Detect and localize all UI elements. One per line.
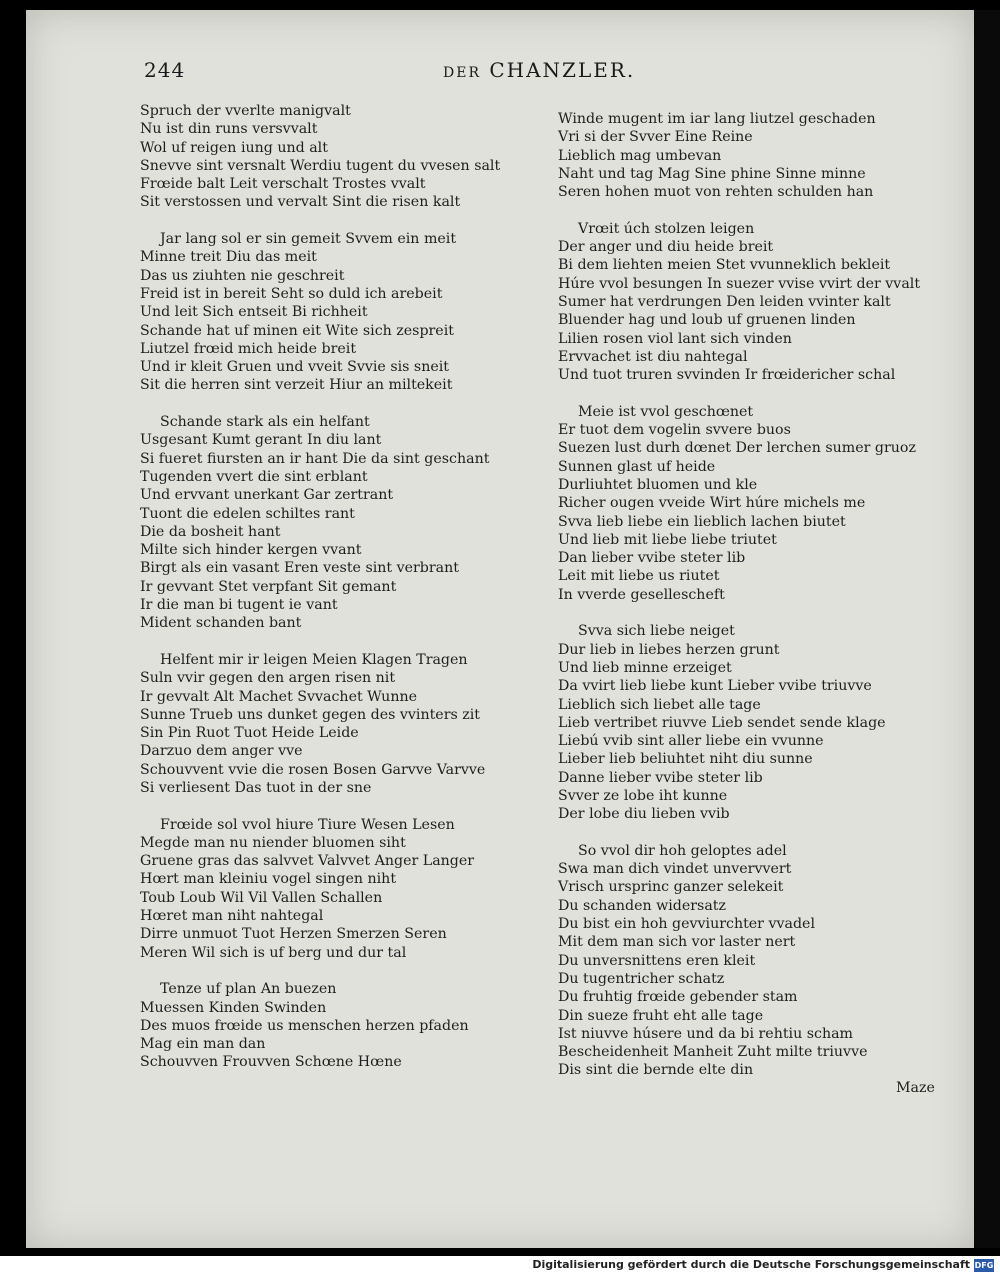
verse-line: Ir gevvant Stet verpfant Sit gemant — [140, 578, 397, 595]
verse-line: Dur lieb in liebes herzen grunt — [558, 641, 780, 658]
verse-line: Tenze uf plan An buezen — [160, 981, 337, 998]
verse-line: Húre vvol besungen In suezer vvise vvirt der vvalt — [558, 275, 921, 292]
verse-line: Du bist ein hoh gevviurchter vvadel — [558, 916, 815, 933]
verse-line: Du fruhtig frœide gebender stam — [558, 989, 798, 1006]
verse-line: Ir gevvalt Alt Machet Svvachet Wunne — [140, 688, 417, 705]
verse-line: Lieber lieb beliuhtet niht diu sunne — [558, 751, 813, 768]
page-number: 244 — [144, 58, 186, 82]
verse-line: Durliuhtet bluomen und kle — [558, 476, 758, 493]
scan-edge — [974, 10, 1000, 1248]
verse-line: Richer ougen vveide Wirt húre michels me — [558, 495, 866, 512]
verse-line: Und leit Sich entseit Bi richheit — [140, 304, 368, 321]
verse-line: Vrisch ursprinc ganzer selekeit — [558, 879, 784, 896]
verse-line: Und lieb minne erzeiget — [558, 659, 732, 676]
verse-line: Swa man dich vindet unvervvert — [558, 861, 792, 878]
verse-line: Svver ze lobe iht kunne — [558, 787, 728, 804]
verse-line: Muessen Kinden Swinden — [140, 999, 327, 1016]
stanza — [558, 842, 920, 1080]
stanza — [140, 816, 500, 962]
verse-line: Du schanden widersatz — [558, 897, 726, 914]
verse-line: Und ervvant unerkant Gar zertrant — [140, 487, 394, 504]
verse-line: Naht und tag Mag Sine phine Sinne minne — [558, 165, 866, 182]
verse-line: Vri si der Svver Eine Reine — [558, 129, 753, 146]
verse-line: Ir die man bi tugent ie vant — [140, 597, 338, 614]
verse-line: Lilien rosen viol lant sich vinden — [558, 330, 792, 347]
stanza — [140, 102, 500, 212]
verse-line: Sumer hat verdrungen Den leiden vvinter kalt — [558, 293, 891, 310]
verse-line: Minne treit Diu das meit — [140, 249, 317, 266]
verse-line: Schande stark als ein helfant — [160, 414, 370, 431]
verse-line: Mit dem man sich vor laster nert — [558, 934, 796, 951]
verse-line: Svva lieb liebe ein lieblich lachen biutet — [558, 513, 846, 530]
verse-line: Gruene gras das salvvet Valvvet Anger Langer — [140, 853, 475, 870]
stanza — [558, 403, 920, 604]
verse-line: Jar lang sol er sin gemeit Svvem ein meit — [160, 231, 457, 248]
verse-line: Toub Loub Wil Vil Vallen Schallen — [140, 889, 383, 906]
verse-line: Wol uf reigen iung und alt — [140, 139, 328, 156]
stanza — [140, 230, 500, 395]
verse-line: Si fueret fiursten an ir hant Die da sint geschant — [140, 450, 490, 467]
verse-line: Die da bosheit hant — [140, 523, 281, 540]
verse-line: Winde mugent im iar lang liutzel geschaden — [558, 111, 876, 127]
verse-line: Suln vvir gegen den argen risen nit — [140, 670, 396, 687]
dfg-logo: DFG — [974, 1261, 994, 1270]
verse-line: Liebú vvib sint aller liebe ein vvunne — [558, 733, 824, 750]
verse-line: Birgt als ein vasant Eren veste sint verbrant — [140, 560, 459, 577]
stanza — [558, 220, 920, 385]
verse-line: Leit mit liebe us riutet — [558, 568, 720, 585]
verse-line: Usgesant Kumt gerant In diu lant — [140, 432, 382, 449]
verse-line: Ist niuvve húsere und da bi rehtiu scham — [558, 1025, 854, 1042]
verse-line: Der lobe diu lieben vvib — [558, 806, 730, 823]
verse-line: Schande hat uf minen eit Wite sich zespreit — [140, 322, 454, 339]
verse-line: Liutzel frœid mich heide breit — [140, 340, 357, 357]
verse-line: Snevve sint versnalt Werdiu tugent du vvesen salt — [140, 157, 501, 174]
verse-line: Sunne Trueb uns dunket gegen des vvinters zit — [140, 706, 480, 723]
verse-line: Er tuot dem vogelin svvere buos — [558, 422, 791, 439]
stanza — [558, 110, 920, 201]
verse-line: Vrœit úch stolzen leigen — [578, 220, 755, 237]
verse-line: Das us ziuhten nie geschreit — [140, 267, 345, 284]
verse-line: Dan lieber vvibe steter lib — [558, 550, 746, 567]
stanza — [140, 413, 500, 633]
verse-line: Meie ist vvol geschœnet — [578, 403, 754, 420]
stanza — [140, 980, 500, 1071]
verse-line: Du unversnittens eren kleit — [558, 952, 756, 969]
verse-line: Megde man nu niender bluomen siht — [140, 834, 406, 851]
right-column — [558, 110, 920, 1080]
verse-line: Bescheidenheit Manheit Zuht milte triuvve — [558, 1044, 868, 1061]
verse-line: Nu ist din runs versvvalt — [140, 121, 318, 138]
verse-line: Dis sint die bernde elte din — [558, 1062, 754, 1079]
verse-line: Lieb vertribet riuvve Lieb sendet sende klage — [558, 714, 886, 731]
verse-line: Spruch der vverlte manigvalt — [140, 103, 351, 119]
stanza — [140, 651, 500, 797]
verse-line: Hœret man niht nahtegal — [140, 908, 324, 925]
funding-note: Digitalisierung gefördert durch die Deutsche Forschungsgemeinschaft — [532, 1258, 970, 1271]
verse-line: Milte sich hinder kergen vvant — [140, 542, 362, 559]
verse-line: Tugenden vvert die sint erblant — [140, 468, 368, 485]
verse-line: Mident schanden bant — [140, 615, 302, 632]
running-head-large: CHANZLER. — [489, 58, 636, 82]
verse-line: Svva sich liebe neiget — [578, 623, 735, 640]
verse-line: Der anger und diu heide breit — [558, 239, 774, 256]
left-column — [140, 102, 500, 1072]
verse-line: Und tuot truren svvinden Ir frœidericher schal — [558, 367, 896, 384]
verse-line: Freid ist in bereit Seht so duld ich arebeit — [140, 285, 443, 302]
verse-line: Seren hohen muot von rehten schulden han — [558, 184, 874, 201]
verse-line: So vvol dir hoh geloptes adel — [578, 842, 787, 859]
verse-line: Da vvirt lieb liebe kunt Lieber vvibe triuvve — [558, 678, 872, 695]
verse-line: Hœrt man kleiniu vogel singen niht — [140, 871, 397, 888]
verse-line: Lieblich sich liebet alle tage — [558, 696, 761, 713]
catchword: Maze — [896, 1080, 935, 1096]
verse-line: Darzuo dem anger vve — [140, 743, 303, 760]
verse-line: Si verliesent Das tuot in der sne — [140, 779, 372, 796]
running-head-small: DER — [443, 65, 481, 81]
verse-line: Bi dem liehten meien Stet vvunneklich bekleit — [558, 257, 891, 274]
verse-line: Sin Pin Ruot Tuot Heide Leide — [140, 725, 359, 742]
verse-line: In vverde gesellescheft — [558, 586, 725, 603]
verse-line: Ervvachet ist diu nahtegal — [558, 348, 748, 365]
verse-line: Lieblich mag umbevan — [558, 147, 722, 164]
verse-line: Mag ein man dan — [140, 1036, 266, 1053]
verse-line: Schouvvent vvie die rosen Bosen Garvve Varvve — [140, 761, 486, 778]
running-head — [443, 58, 635, 82]
verse-line: Meren Wil sich is uf berg und dur tal — [140, 944, 407, 961]
verse-line: Des muos frœide us menschen herzen pfaden — [140, 1017, 469, 1034]
verse-line: Du tugentricher schatz — [558, 970, 725, 987]
verse-line: Sit die herren sint verzeit Hiur an miltekeit — [140, 377, 453, 394]
verse-line: Frœide sol vvol hiure Tiure Wesen Lesen — [160, 816, 455, 833]
verse-line: Sit verstossen und vervalt Sint die risen kalt — [140, 194, 461, 211]
verse-line: Suezen lust durh dœnet Der lerchen sumer gruoz — [558, 440, 916, 457]
verse-line: Frœide balt Leit verschalt Trostes vvalt — [140, 176, 426, 193]
verse-line: Tuont die edelen schiltes rant — [140, 505, 355, 522]
stanza — [558, 622, 920, 823]
verse-line: Und ir kleit Gruen und vveit Svvie sis sneit — [140, 359, 449, 376]
footer-bar — [0, 1256, 1000, 1278]
verse-line: Dirre unmuot Tuot Herzen Smerzen Seren — [140, 926, 447, 943]
verse-line: Bluender hag und loub uf gruenen linden — [558, 312, 856, 329]
verse-line: Helfent mir ir leigen Meien Klagen Tragen — [160, 651, 468, 668]
verse-line: Schouvven Frouvven Schœne Hœne — [140, 1054, 402, 1071]
verse-line: Sunnen glast uf heide — [558, 458, 716, 475]
verse-line: Danne lieber vvibe steter lib — [558, 769, 763, 786]
verse-line: Din sueze fruht eht alle tage — [558, 1007, 764, 1024]
verse-line: Und lieb mit liebe liebe triutet — [558, 531, 777, 548]
